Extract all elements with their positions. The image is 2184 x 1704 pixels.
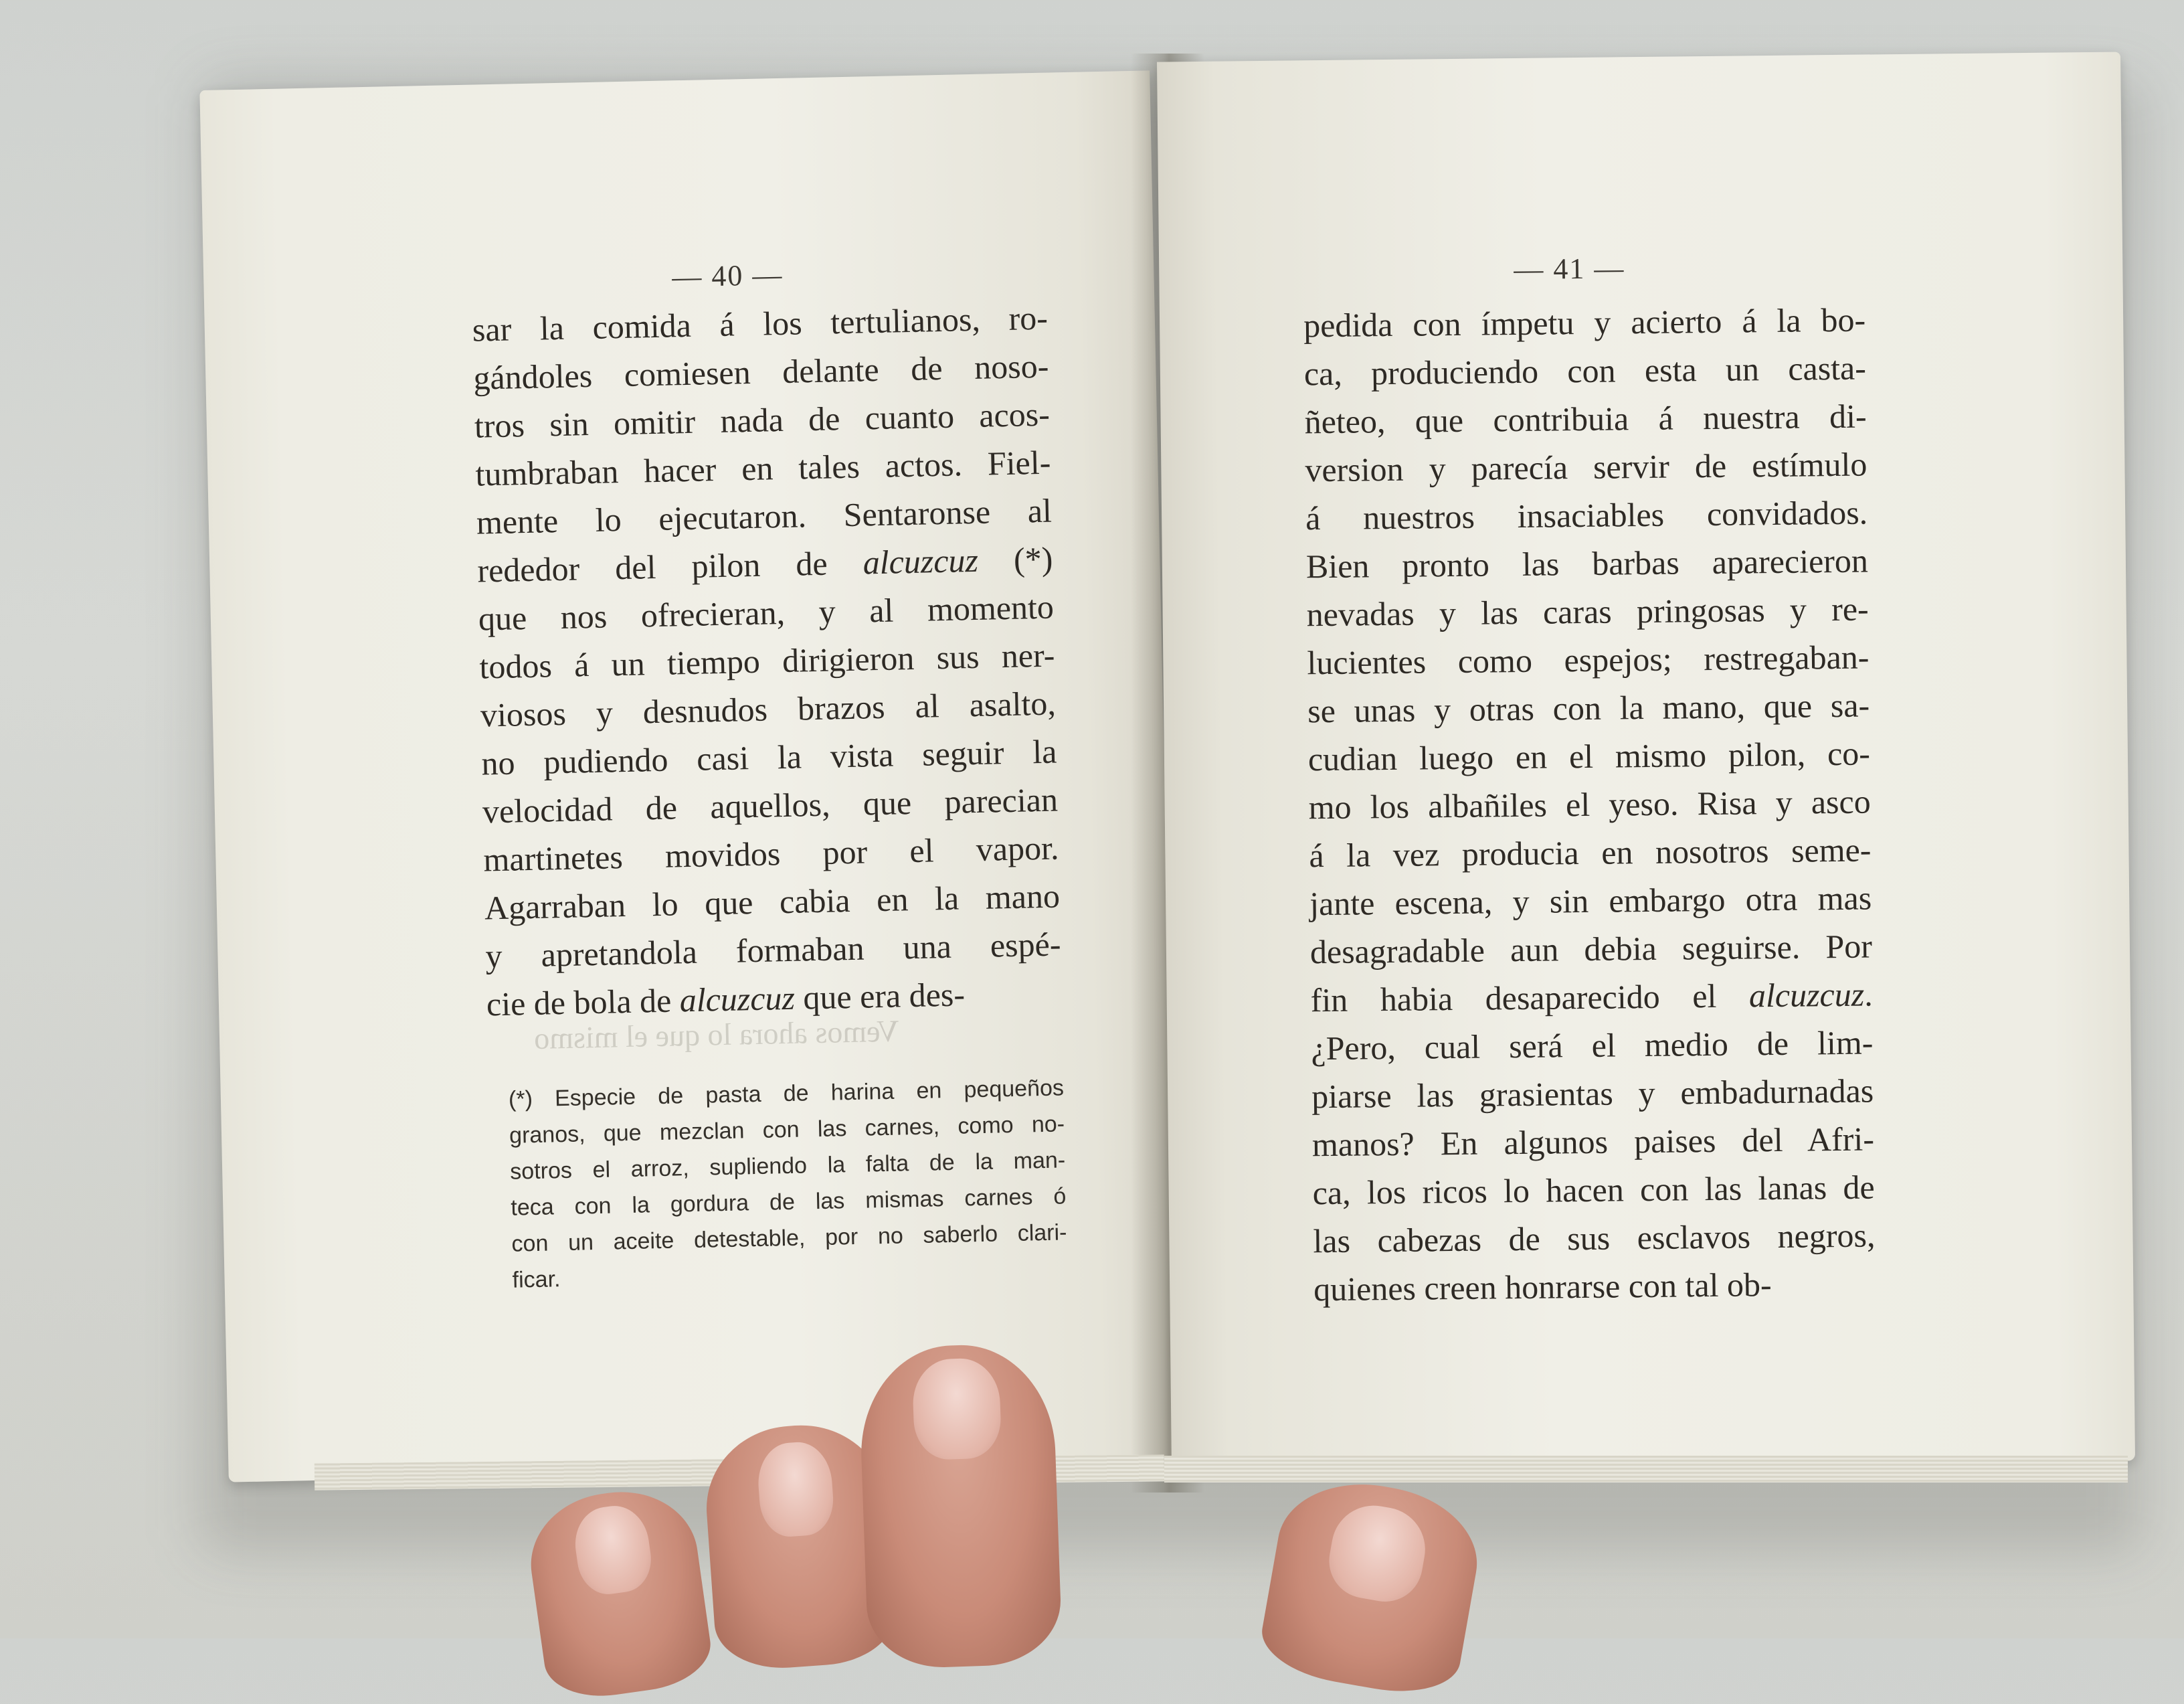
text-line: quienes creen honrarse con tal ob- [1313,1266,1772,1308]
text-line: no pudiendo casi la vista seguir la [480,732,1057,782]
text-line: jante escena, y sin embargo otra mas [1309,879,1872,923]
text-line: pedida con ímpetu y acierto á la bo- [1303,301,1866,345]
text-line: ca, produciendo con esta un casta- [1303,349,1867,393]
text-line: nevadas y las caras pringosas y re- [1306,590,1869,634]
thumbnail [1324,1499,1432,1608]
text-line: manos? En algunos paises del Afri- [1311,1120,1875,1164]
page-edges-right [1164,1456,2128,1482]
text-line: Bien pronto las barbas aparecieron [1305,541,1869,586]
right-page-number: — 41 — [1514,252,1625,286]
left-page-number: — 40 — [671,258,784,294]
text-line: piarse las grasientas y embadurnadas [1311,1072,1874,1116]
text-line: con un aceite detestable, por no saberlo clari- [511,1219,1067,1257]
text-line: rededor del pilon de alcuzcuz (*) [476,539,1053,590]
text-line: lucientes como espejos; restregaban- [1307,638,1870,682]
text-line: ficar. [512,1266,561,1293]
text-line: tros sin omitir nada de cuanto acos- [474,395,1051,445]
text-line: gándoles comiesen delante de noso- [472,347,1049,397]
text-line: y apretandola formaban una espé- [484,925,1061,975]
right-page-body [1303,296,1876,1314]
fingernail [911,1357,1002,1460]
text-line: ca, los ricos lo hacen con las lanas de [1312,1168,1875,1212]
text-line: tumbraban hacer en tales actos. Fiel- [474,443,1051,493]
text-line: (*) Especie de pasta de harina en pequeños [508,1075,1065,1112]
right-page [1157,52,2135,1471]
text-line: á la vez producia en nosotros seme- [1309,831,1872,875]
fingernail [570,1502,655,1598]
text-line: granos, que mezclan con las carnes, como no- [509,1111,1065,1148]
text-line: fin habia desaparecido el alcuzcuz. [1310,975,1873,1019]
text-line: teca con la gordura de las mismas carnes ó [511,1183,1067,1221]
text-line: á nuestros insaciables convidados. [1305,493,1868,537]
text-line: que nos ofrecieran, y al momento [478,588,1055,638]
text-line: Agarraban lo que cabia en la mano [484,877,1061,927]
text-line: version y parecía servir de estímulo [1305,445,1868,489]
left-page-footnote [508,1070,1068,1298]
text-line: desagradable aun debia seguirse. Por [1309,927,1873,971]
text-line: mente lo ejecutaron. Sentaronse al [476,491,1053,541]
text-line: viosos y desnudos brazos al asalto, [480,684,1057,734]
text-line: sotros el arroz, supliendo la falta de la man- [509,1147,1066,1185]
text-line: sar la comida á los tertulianos, ro- [472,299,1049,349]
text-line: se unas y otras con la mano, que sa- [1307,686,1870,730]
text-line: ¿Pero, cual será el medio de lim- [1311,1023,1874,1068]
text-line: cudian luego en el mismo pilon, co- [1307,734,1871,778]
bleed-through-text: Vemos ahora lo que el mismo [533,1013,900,1055]
text-line: mo los albañiles el yeso. Risa y asco [1308,782,1871,827]
text-line: cie de bola de alcuzcuz que era des- [486,975,966,1023]
fingernail [755,1440,835,1539]
left-page [199,70,1178,1482]
text-line: ñeteo, que contribuia á nuestra di- [1304,397,1867,441]
text-line: todos á un tiempo dirigieron sus ner- [478,636,1055,686]
finger-3 [858,1342,1063,1670]
text-line: velocidad de aquellos, que parecian [482,780,1059,831]
left-page-body [472,294,1062,1029]
text-line: las cabezas de sus esclavos negros, [1313,1216,1876,1260]
text-line: martinetes movidos por el vapor. [482,829,1059,879]
